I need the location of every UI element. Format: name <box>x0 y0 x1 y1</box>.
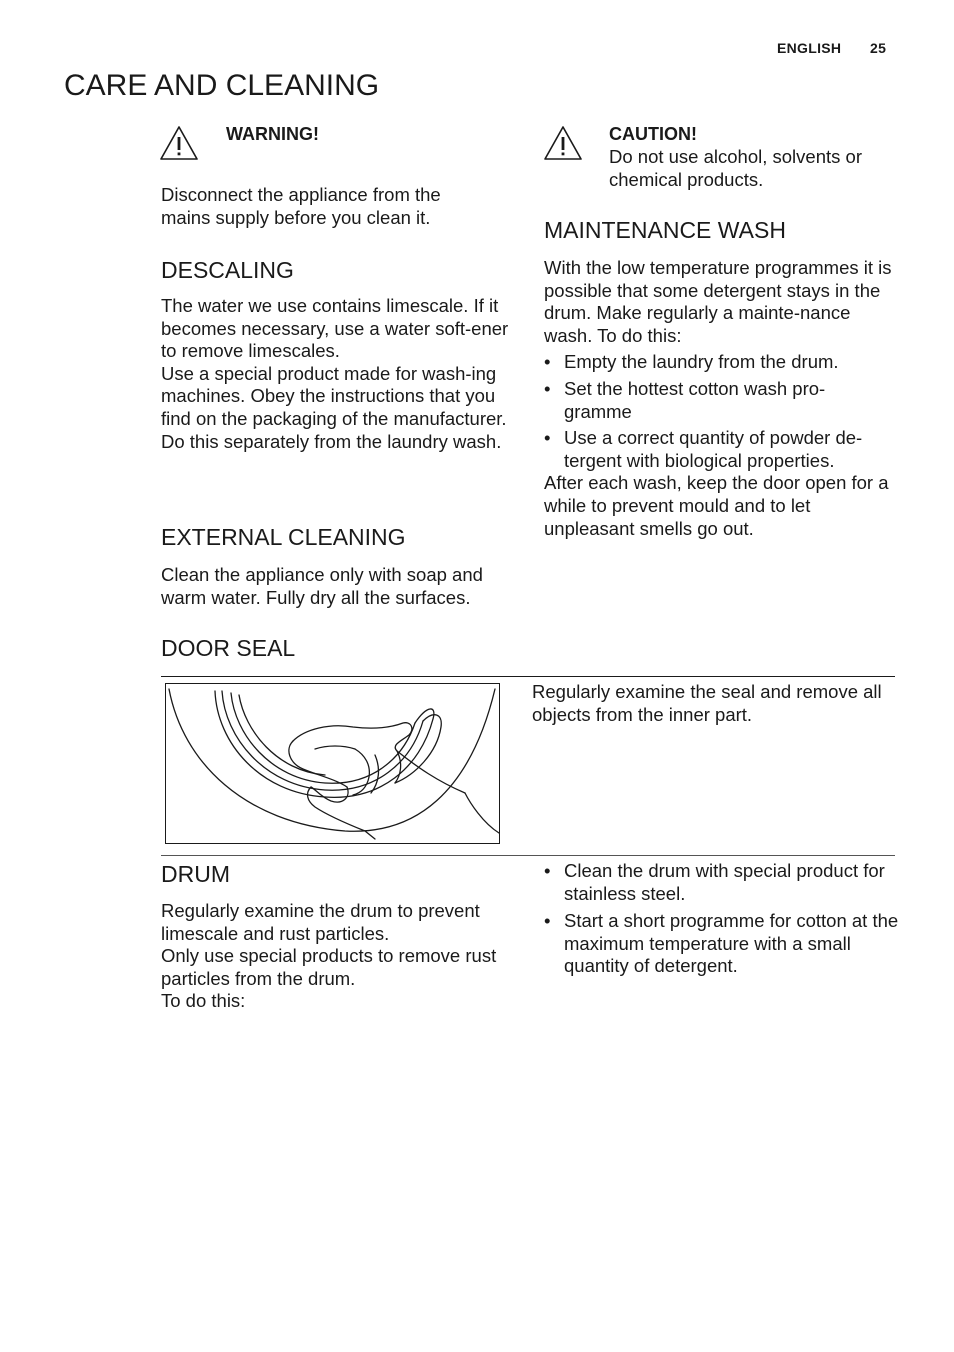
door-seal-illustration <box>165 683 500 844</box>
warning-triangle-icon <box>158 124 200 162</box>
list-item: • Use a correct quantity of powder de-tergent with biological properties. <box>544 427 896 472</box>
drum-list <box>544 860 899 978</box>
descaling-body <box>161 295 509 453</box>
maintenance-wash-body <box>544 257 896 540</box>
warning-label: WARNING! <box>226 124 319 144</box>
list-item: • Clean the drum with special product for stainless steel. <box>544 860 899 905</box>
drum-paragraph: Only use special products to remove rust particles from the drum. <box>161 945 497 989</box>
drum-paragraph: To do this: <box>161 990 246 1012</box>
page-number: 25 <box>870 40 887 56</box>
door-seal-text: Regularly examine the seal and remove all objects from the inner part. <box>532 681 882 725</box>
drum-steps <box>544 860 899 978</box>
maintenance-wash-heading: MAINTENANCE WASH <box>544 217 786 243</box>
descaling-paragraph: Use a special product made for wash-ing machines. Obey the instructions that you find on the packaging of the manufacturer. <box>161 362 507 429</box>
list-item: • Set the hottest cotton wash pro-gramme <box>544 378 896 423</box>
section-divider <box>161 676 895 677</box>
maintenance-outro: After each wash, keep the door open for a while to prevent mould and to let unpleasant smells go out. <box>544 472 889 539</box>
list-item: • Start a short programme for cotton at the maximum temperature with a small quantity of detergent. <box>544 910 899 978</box>
drum-body <box>161 900 513 1013</box>
descaling-heading: DESCALING <box>161 257 294 283</box>
drum-paragraph: Regularly examine the drum to prevent limescale and rust particles. <box>161 900 480 944</box>
language-label: ENGLISH <box>777 40 842 56</box>
warning-triangle-icon <box>542 124 584 162</box>
page-title: CARE AND CLEANING <box>64 69 380 102</box>
external-cleaning-heading: EXTERNAL CLEANING <box>161 524 406 550</box>
caution-label: CAUTION! <box>609 124 697 144</box>
section-divider <box>161 855 895 856</box>
caution-text: Do not use alcohol, solvents or chemical products. <box>609 146 862 190</box>
door-seal-heading: DOOR SEAL <box>161 635 296 661</box>
external-cleaning-text: Clean the appliance only with soap and warm water. Fully dry all the surfaces. <box>161 564 483 608</box>
descaling-paragraph: The water we use contains limescale. If it becomes necessary, use a water soft-ener to remove limescales. <box>161 295 509 362</box>
warning-text: Disconnect the appliance from the mains supply before you clean it. <box>161 184 441 228</box>
list-item: • Empty the laundry from the drum. <box>544 351 896 374</box>
maintenance-intro: With the low temperature programmes it is possible that some detergent stays in the drum. Make regularly a mainte-nance wash. To do this: <box>544 257 892 346</box>
drum-heading: DRUM <box>161 861 230 887</box>
maintenance-list <box>544 351 896 472</box>
descaling-paragraph: Do this separately from the laundry wash. <box>161 430 502 452</box>
